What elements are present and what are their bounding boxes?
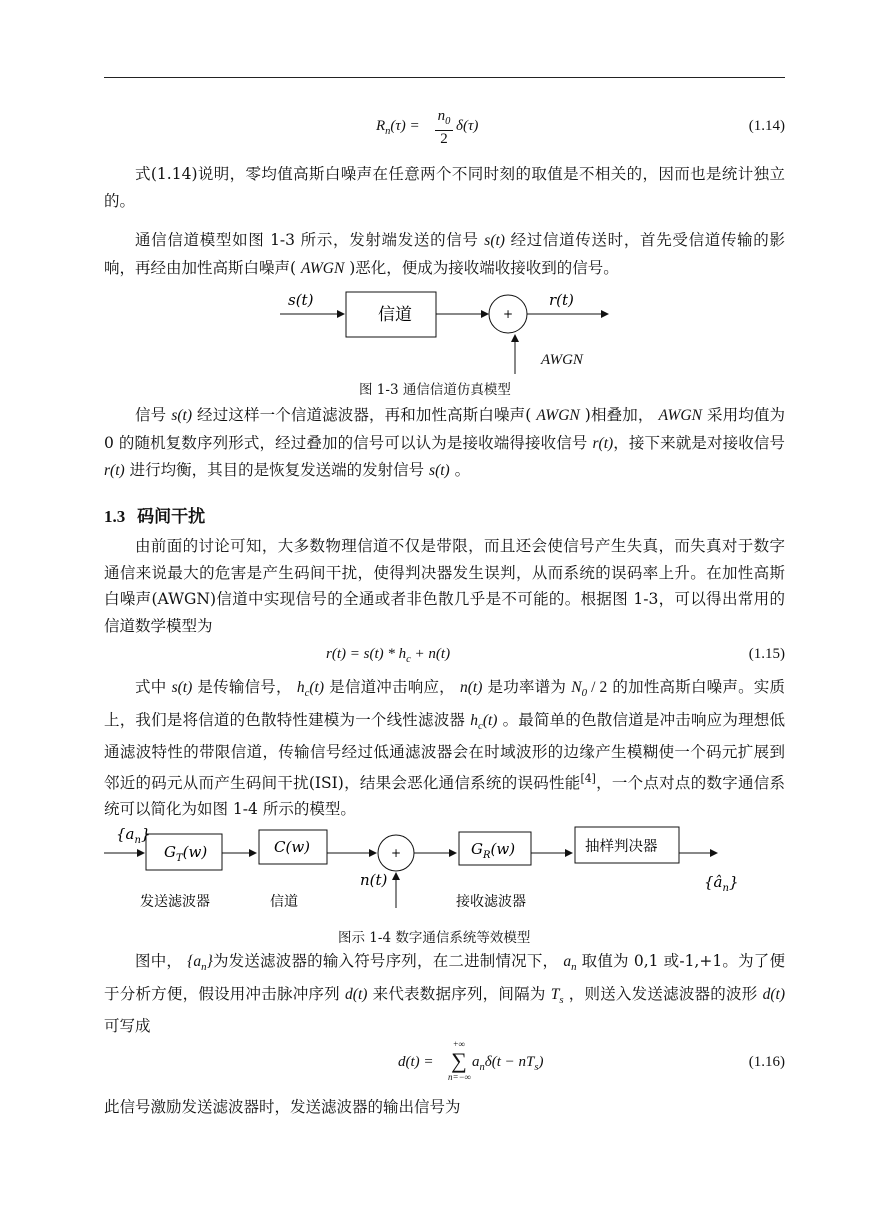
- sum-symbol: +: [503, 307, 514, 321]
- equation-1-15: $r(t) = s(t) * h_c + n(t)$ (1.15): [326, 646, 785, 665]
- equation-1-16: d(t) = +∞ ∑ n=−∞ $a_n\delta(t - nT_s)$ (1.16): [398, 1039, 785, 1082]
- signal-s-label: s(t): [288, 291, 314, 309]
- gr-block-label: $G_R(w)$: [471, 840, 516, 861]
- sum-symbol: +: [391, 846, 402, 860]
- equation-number: (1.14): [748, 118, 785, 134]
- rx-filter-label: 接收滤波器: [456, 894, 526, 910]
- decider-block-label: 抽样判决器: [585, 839, 658, 855]
- c-block-label: C(w): [274, 838, 311, 856]
- tx-filter-label: 发送滤波器: [140, 894, 210, 910]
- channel-block-label: 信道: [378, 305, 412, 325]
- equation-number: (1.16): [748, 1054, 785, 1070]
- noise-label: n(t): [360, 871, 388, 889]
- signal-r-label: r(t): [549, 291, 574, 309]
- header-rule: [104, 77, 785, 78]
- figure-1-4-caption: 图示 1-4 数字通信系统等效模型: [338, 930, 531, 946]
- equation-number: (1.15): [748, 646, 785, 662]
- paragraph-4: 由前面的讨论可知，大多数物理信道不仅是带限，而且还会使信号产生失真，而失真对于数字通信来说最大的危害是产生码间干扰，使得判决器发生误判，从而系统的误码率上升。在加性高斯白噪声(AWGN)信道中实现信号的全通或者非色散几乎是不可能的。根据图 1-3，可以得出常用的信道数学模型为: [104, 537, 785, 635]
- paragraph-7: 此信号激励发送滤波器时，发送滤波器的输出信号为: [104, 1098, 461, 1116]
- paragraph-6: 图中， $\{a_n\}$为发送滤波器的输入符号序列，在二进制情况下， $a_n$ 取值为 0,1 或-1,+1。为了便于分析方便，假设用冲击脉冲序列 d(t) 来代表数据序列，间隔为 $T_s$ ，则送入发送滤波器的波形 d(t) 可写成: [104, 952, 785, 1036]
- output-symbol-label: $\{â_n\}$: [704, 873, 739, 894]
- paragraph-5: 式中 s(t) 是传输信号， $h_c(t)$ 是信道冲击响应， n(t) 是功率谱为 $N_0 / 2$ 的加性高斯白噪声。实质上，我们是将信道的色散特性建模为一个线性滤波器 $h_c(t)$ 。最简单的色散信道是冲击响应为理想低通滤波特性的带限信道，传输信号经过低通滤波器会在时域波形的边缘产生模糊使一个码元扩展到邻近的码元从而产生码间干扰(ISI)，结果会恶化通信系统的误码性能[4]，一个点对点的数字通信系统可以简化为如图 1-4 所示的模型。: [104, 678, 786, 819]
- input-symbol-label: $\{a_n\}$: [116, 825, 151, 846]
- paragraph-3: 信号 s(t) 经过这样一个信道滤波器，再和加性高斯白噪声( AWGN )相叠加， AWGN 采用均值为 0 的随机复数序列形式，经过叠加的信号可以认为是接收端得接收信号 r(t)，接下来就是对接收信号 r(t) 进行均衡，其目的是恢复发送端的发射信号 s(t) 。: [104, 406, 786, 479]
- equation-1-14: $R_n(\tau)$ = $n_0$ 2 δ(τ) (1.14): [376, 108, 785, 147]
- paragraph-2: 通信信道模型如图 1-3 所示，发射端发送的信号 s(t) 经过信道传送时，首先受信道传输的影响，再经由加性高斯白噪声( AWGN )恶化，便成为接收端收接收到的信号。: [104, 231, 785, 277]
- figure-1-4-diagram: [104, 820, 784, 915]
- figure-1-3-caption: 图 1-3 通信信道仿真模型: [359, 382, 511, 398]
- gt-block-label: $G_T(w)$: [164, 843, 208, 864]
- section-heading: 1.3 码间干扰: [104, 507, 206, 527]
- channel-label: 信道: [270, 894, 298, 910]
- awgn-label: AWGN: [541, 352, 583, 368]
- paragraph-1: 式(1.14)说明，零均值高斯白噪声在任意两个不同时刻的取值是不相关的，因而也是统计独立的。: [104, 165, 785, 210]
